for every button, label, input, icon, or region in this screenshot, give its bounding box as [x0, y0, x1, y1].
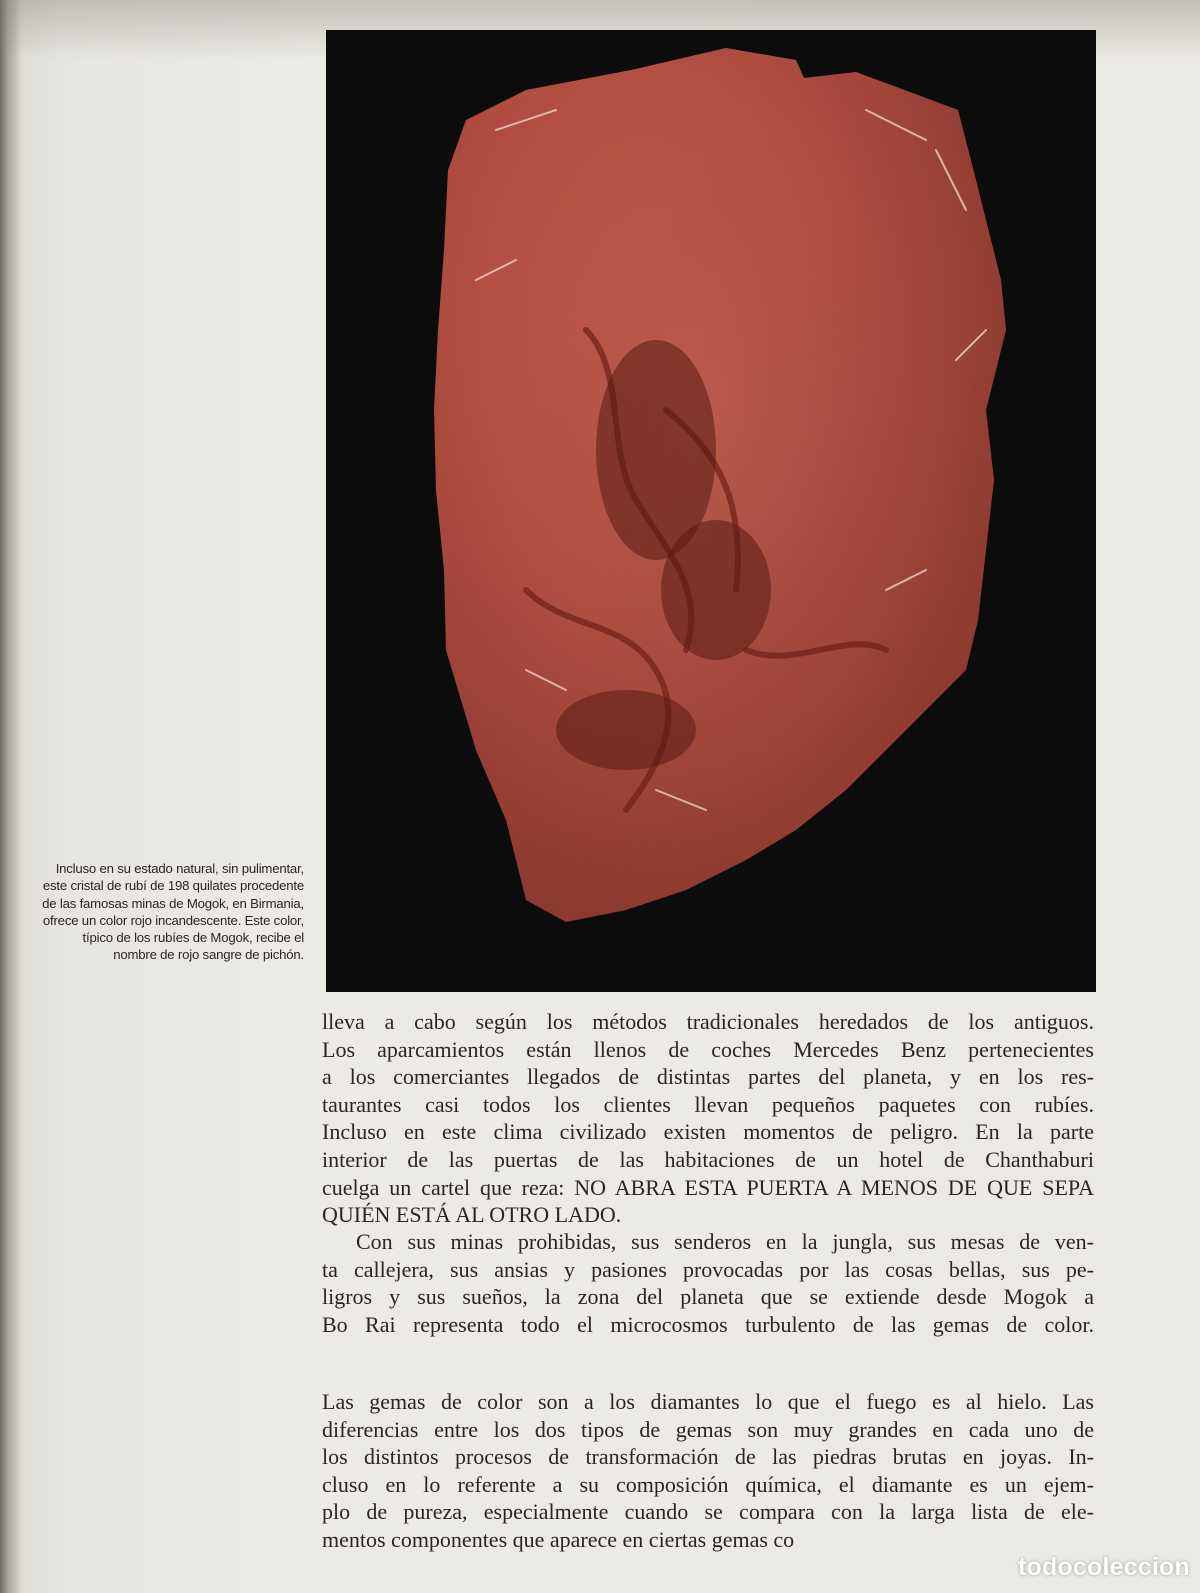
text-line: ta callejera, sus ansias y pasiones provocadas por las cosas bellas, sus pe-	[322, 1256, 1094, 1282]
paragraph-3	[322, 1388, 1094, 1554]
text-line: los distintos procesos de transformación de las piedras brutas en joyas. In-	[322, 1444, 1094, 1470]
text-line: cluso en lo referente a su composición química, el diamante es un ejem-	[322, 1471, 1094, 1497]
text-line: Con sus minas prohibidas, sus senderos en la jungla, sus mesas de ven-	[356, 1229, 1094, 1254]
text-line: mentos componentes que aparece en ciertas gemas co	[322, 1526, 795, 1552]
text-line: a los comerciantes llegados de distintas partes del planeta, y en los res-	[322, 1064, 1094, 1090]
text-line: ligros y sus sueños, la zona del planeta que se extiende desde Mogok a	[322, 1284, 1094, 1310]
caption-line: Incluso en su estado natural, sin pulimentar,	[55, 861, 304, 876]
watermark-logo: todocoleccion	[1017, 1553, 1190, 1581]
ruby-crystal-illustration	[326, 30, 1096, 992]
caption-line: nombre de rojo sangre de pichón.	[113, 947, 304, 963]
text-line: Las gemas de color son a los diamantes lo que el fuego es al hielo. Las	[322, 1389, 1094, 1414]
text-line: plo de pureza, especialmente cuando se compara con la larga lista de ele-	[322, 1499, 1094, 1525]
caption-line: típico de los rubíes de Mogok, recibe el	[82, 930, 304, 946]
text-line: lleva a cabo según los métodos tradicionales heredados de los antiguos.	[322, 1009, 1094, 1034]
text-line: taurantes casi todos los clientes llevan pequeños paquetes con rubíes.	[322, 1091, 1094, 1117]
text-line: Incluso en este clima civilizado existen momentos de peligro. En la parte	[322, 1119, 1094, 1145]
paragraph-2	[322, 1228, 1094, 1338]
text-line: diferencias entre los dos tipos de gemas son muy grandes en cada uno de	[322, 1416, 1094, 1442]
caption-line: ofrece un color rojo incandescente. Este color,	[42, 912, 304, 928]
text-line: interior de las puertas de las habitaciones de un hotel de Chanthaburi	[322, 1146, 1094, 1172]
ruby-crystal-photo	[326, 30, 1096, 992]
caption-line: de las famosas minas de Mogok, en Birmania,	[42, 895, 304, 911]
photo-caption	[14, 860, 304, 964]
text-line: Bo Rai representa todo el microcosmos turbulento de las gemas de color.	[322, 1311, 1094, 1337]
caption-line: este cristal de rubí de 198 quilates procedente	[42, 878, 304, 894]
text-line: Los aparcamientos están llenos de coches Mercedes Benz pertenecientes	[322, 1036, 1094, 1062]
paragraph-1	[322, 1008, 1094, 1229]
book-spine-shadow	[0, 0, 22, 1593]
text-line: cuelga un cartel que reza: NO ABRA ESTA PUERTA A MENOS DE QUE SEPA	[322, 1174, 1094, 1200]
text-line: QUIÉN ESTÁ AL OTRO LADO.	[322, 1202, 622, 1228]
